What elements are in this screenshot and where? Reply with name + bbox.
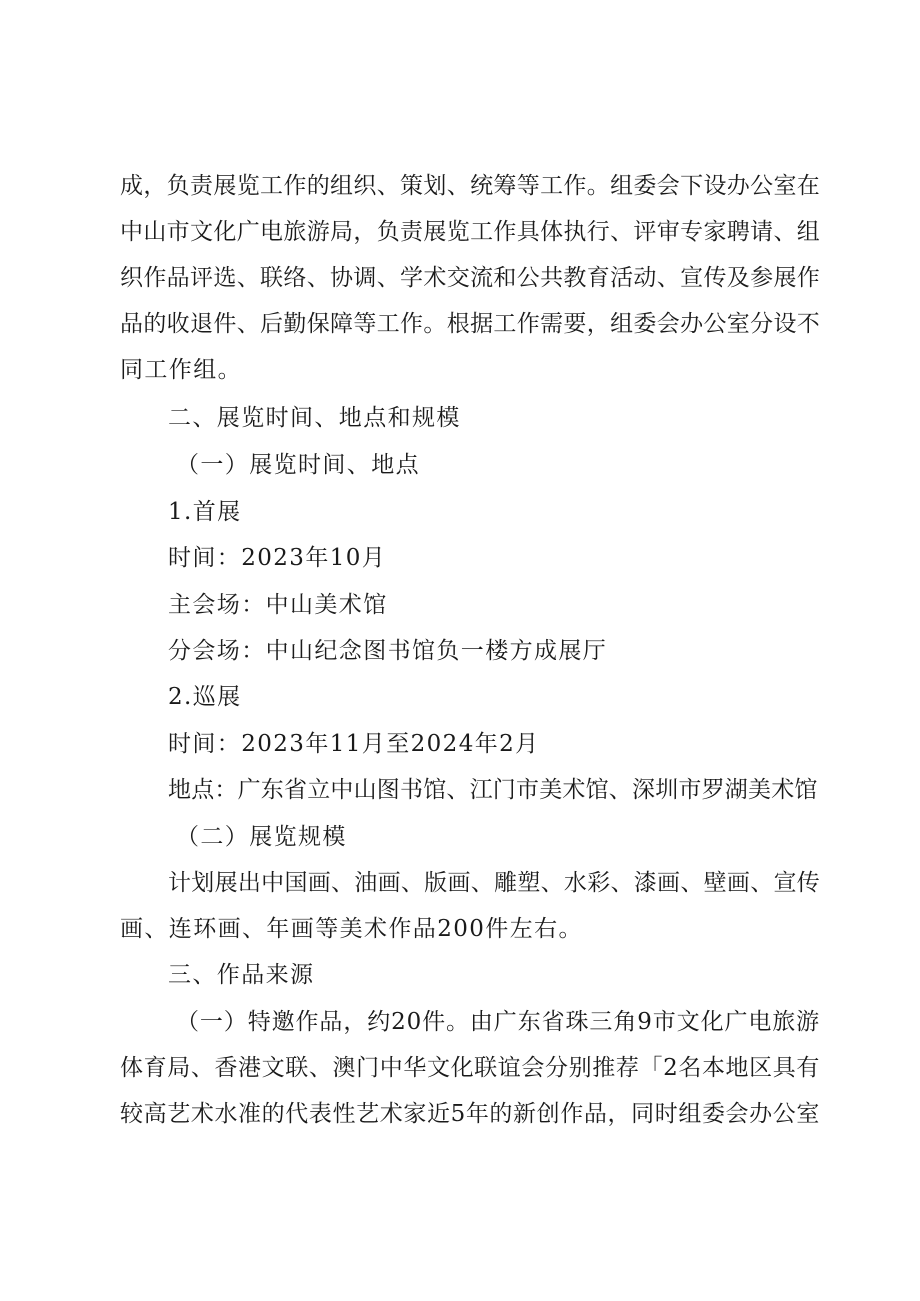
paragraph-line: 织作品评选、联络、协调、学术交流和公共教育活动、宣传及参展作 (120, 265, 820, 291)
item-detail: 地点：广东省立中山图书馆、江门市美术馆、深圳市罗湖美术馆 (168, 777, 818, 803)
paragraph-line: 计划展出中国画、油画、版画、雕塑、水彩、漆画、壁画、宣传 (168, 870, 820, 896)
item-detail: 时间：2023年10月 (168, 545, 387, 571)
paragraph-line: 画、连环画、年画等美术作品200件左右。 (120, 916, 583, 942)
paragraph-line: 中山市文化广电旅游局，负责展览工作具体执行、评审专家聘请、组 (120, 219, 820, 245)
item-detail: 分会场：中山纪念图书馆负一楼方成展厅 (168, 638, 608, 664)
section-heading: 二、展览时间、地点和规模 (168, 405, 461, 431)
subsection-heading: （一）展览时间、地点 (176, 452, 420, 478)
paragraph-line: 同工作组。 (120, 357, 242, 383)
item-title: 2.巡展 (168, 684, 242, 710)
paragraph-line: 成，负责展览工作的组织、策划、统筹等工作。组委会下设办公室在 (120, 173, 820, 199)
section-heading: 三、作品来源 (168, 962, 315, 988)
subsection-heading: （二）展览规模 (176, 824, 347, 850)
item-detail: 主会场：中山美术馆 (168, 592, 388, 618)
paragraph-line: 品的收退件、后勤保障等工作。根据工作需要，组委会办公室分设不 (120, 311, 820, 337)
item-title: 1.首展 (168, 499, 242, 525)
paragraph-line: （一）特邀作品，约20件。由广东省珠三角9市文化广电旅游 (176, 1009, 820, 1035)
item-detail: 时间：2023年11月至2024年2月 (168, 731, 540, 757)
paragraph-line: 体育局、香港文联、澳门中华文化联谊会分别推荐「2名本地区具有 (120, 1055, 820, 1081)
paragraph-line: 较高艺术水准的代表性艺术家近5年的新创作品，同时组委会办公室 (120, 1101, 820, 1127)
